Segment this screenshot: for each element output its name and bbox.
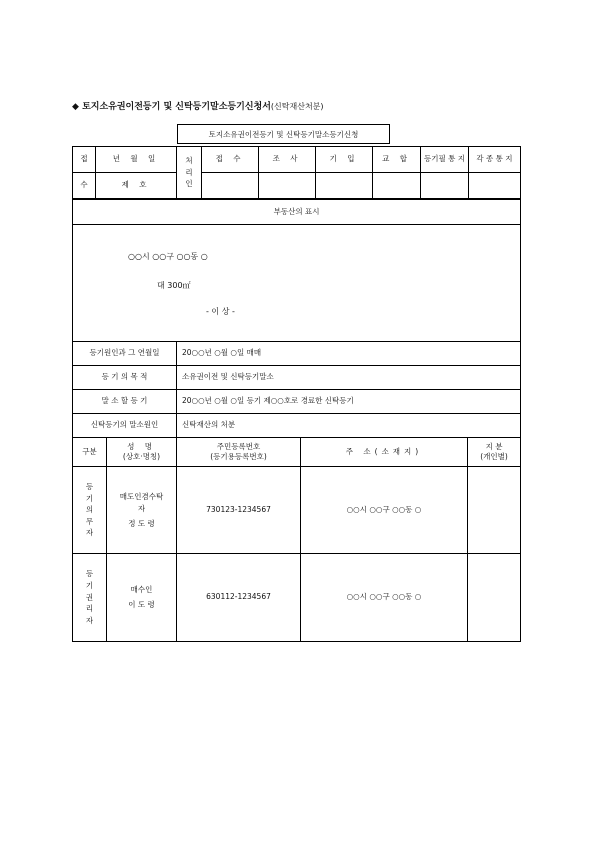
col-header-id-main: 주민등록번호 bbox=[216, 441, 261, 451]
col-entry: 기 입 bbox=[316, 147, 373, 173]
party-name-obligee bbox=[107, 554, 177, 642]
handler-label: 처 리 인 bbox=[177, 147, 202, 199]
cell-various-notice-value bbox=[469, 173, 521, 199]
form-heading bbox=[72, 99, 324, 112]
party-address-obligee: ○○시 ○○구 ○○동 ○ bbox=[301, 554, 468, 642]
col-collation: 교 합 bbox=[373, 147, 421, 173]
property-address: ○○시 ○○구 ○○동 ○ bbox=[128, 252, 208, 261]
col-header-id bbox=[177, 438, 301, 467]
party-address-obligor: ○○시 ○○구 ○○동 ○ bbox=[301, 467, 468, 554]
form-title-box bbox=[177, 124, 390, 144]
row-value-purpose: 소유권이전 및 신탁등기말소 bbox=[177, 366, 521, 390]
col-inspection: 조 사 bbox=[259, 147, 316, 173]
heading-title: 토지소유권이전등기 및 신탁등기말소등기신청서 bbox=[82, 102, 271, 112]
party-share-obligor bbox=[468, 467, 521, 554]
diamond-bullet-icon: ◆ bbox=[72, 102, 79, 112]
reception-table bbox=[72, 146, 521, 199]
row-label-purpose: 등 기 의 목 적 bbox=[73, 366, 177, 390]
col-header-name bbox=[107, 438, 177, 467]
reception-label-bottom: 수 bbox=[73, 173, 96, 199]
col-various-notice: 각 종 통 지 bbox=[469, 147, 521, 173]
party-title-obligor: 매도인겸수탁자 bbox=[119, 491, 164, 513]
party-id-obligee: 630112-1234567 bbox=[177, 554, 301, 642]
cell-completion-notice-value bbox=[421, 173, 469, 199]
main-table bbox=[72, 199, 521, 642]
property-description bbox=[73, 225, 521, 342]
col-header-name-main: 성 명 bbox=[127, 441, 156, 451]
col-header-address: 주 소(소재지) bbox=[301, 438, 468, 467]
date-label: 년 월 일 bbox=[96, 147, 177, 173]
party-person-obligor: 정 도 령 bbox=[128, 518, 155, 528]
cell-inspection-value bbox=[259, 173, 316, 199]
party-person-obligee: 이 도 령 bbox=[128, 599, 155, 609]
row-label-cancel: 말 소 할 등 기 bbox=[73, 390, 177, 414]
party-title-obligee: 매수인 bbox=[130, 585, 153, 595]
cell-collation-value bbox=[373, 173, 421, 199]
role-obligee: 등 기 권 리 자 bbox=[73, 554, 107, 642]
row-label-trust-cause: 신탁등기의 말소원인 bbox=[73, 414, 177, 438]
col-header-id-sub: (등기용등록번호) bbox=[210, 452, 267, 461]
col-header-gubun: 구분 bbox=[73, 438, 107, 467]
row-label-cause: 등기원인과 그 연월일 bbox=[73, 342, 177, 366]
party-share-obligee bbox=[468, 554, 521, 642]
col-header-name-sub: (상호·명칭) bbox=[122, 452, 161, 461]
col-header-share bbox=[468, 438, 521, 467]
row-value-trust-cause: 신탁재산의 처분 bbox=[177, 414, 521, 438]
col-header-share-main: 지 분 bbox=[485, 441, 503, 451]
property-header: 부동산의 표시 bbox=[73, 200, 521, 225]
property-end-mark: - 이 상 - bbox=[206, 307, 235, 316]
form-title: 토지소유권이전등기 및 신탁등기말소등기신청 bbox=[208, 129, 359, 139]
row-value-cause: 20○○년 ○월 ○일 매매 bbox=[177, 342, 521, 366]
party-name-obligor bbox=[107, 467, 177, 554]
col-header-share-sub: (개인별) bbox=[480, 452, 508, 461]
party-id-obligor: 730123-1234567 bbox=[177, 467, 301, 554]
col-reception: 접 수 bbox=[202, 147, 259, 173]
reception-label-top: 접 bbox=[73, 147, 96, 173]
heading-subtitle: (신탁재산처분) bbox=[270, 102, 324, 111]
role-obligor: 등 기 의 무 자 bbox=[73, 467, 107, 554]
number-label: 제 호 bbox=[96, 173, 177, 199]
cell-reception-value bbox=[202, 173, 259, 199]
col-completion-notice: 등기필 통 지 bbox=[421, 147, 469, 173]
cell-entry-value bbox=[316, 173, 373, 199]
property-area: 대 300㎡ bbox=[157, 281, 191, 290]
row-value-cancel: 20○○년 ○월 ○일 등기 제○○호로 경료한 신탁등기 bbox=[177, 390, 521, 414]
